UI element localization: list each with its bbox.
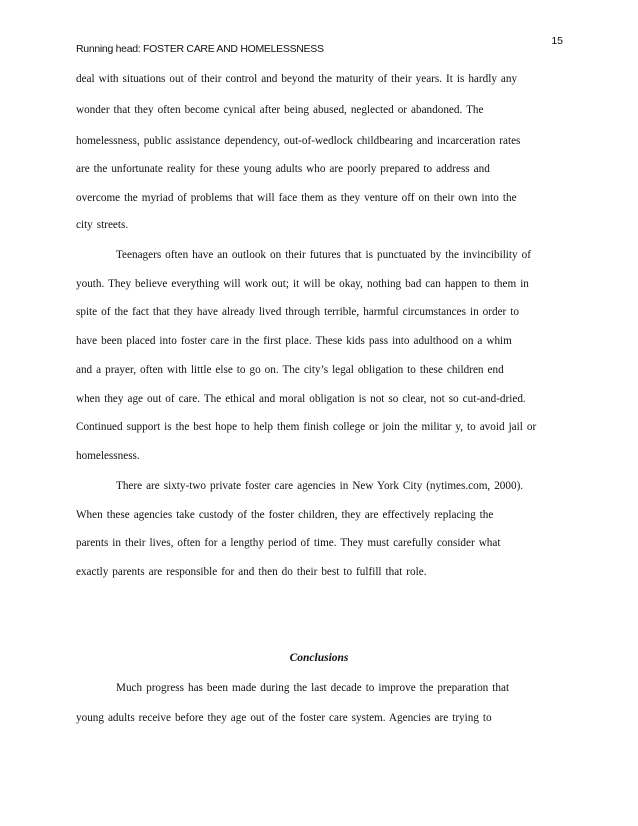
body-line: parents in their lives, often for a lengthy period of time. They must carefully consider what (76, 537, 501, 549)
body-line: city streets. (76, 219, 129, 231)
body-line: have been placed into foster care in the first place. These kids pass into adulthood on a whim (76, 335, 512, 347)
body-line: homelessness, public assistance dependency, out-of-wedlock childbearing and incarceration rates (76, 135, 521, 147)
body-line: When these agencies take custody of the foster children, they are effectively replacing the (76, 509, 494, 521)
running-head: Running head: FOSTER CARE AND HOMELESSNESS (76, 43, 324, 55)
paragraph-first-line: Teenagers often have an outlook on their futures that is punctuated by the invincibility of (116, 249, 531, 261)
paragraph-first-line: There are sixty-two private foster care agencies in New York City (nytimes.com, 2000). (116, 480, 524, 492)
body-line: when they age out of care. The ethical and moral obligation is not so clear, not so cut-and-dried. (76, 393, 526, 405)
body-line: spite of the fact that they have already lived through terrible, harmful circumstances in order to (76, 306, 519, 318)
body-line: are the unfortunate reality for these young adults who are poorly prepared to address and (76, 163, 490, 175)
body-line: homelessness. (76, 450, 140, 462)
body-line: young adults receive before they age out of the foster care system. Agencies are trying to (76, 712, 492, 724)
page-number: 15 (551, 35, 563, 47)
paragraph-first-line: Much progress has been made during the last decade to improve the preparation that (116, 682, 510, 694)
body-line: Continued support is the best hope to help them finish college or join the militar y, to avoid jail or (76, 421, 537, 433)
body-line: youth. They believe everything will work out; it will be okay, nothing bad can happen to them in (76, 278, 529, 290)
body-line: and a prayer, often with little else to go on. The city’s legal obligation to these children end (76, 364, 504, 376)
section-heading: Conclusions (289, 652, 349, 664)
body-line: exactly parents are responsible for and then do their best to fulfill that role. (76, 566, 427, 578)
body-line: overcome the myriad of problems that will face them as they venture off on their own into the (76, 192, 517, 204)
body-line: deal with situations out of their control and beyond the maturity of their years. It is hardly any (76, 73, 518, 85)
body-line: wonder that they often become cynical after being abused, neglected or abandoned. The (76, 104, 484, 116)
